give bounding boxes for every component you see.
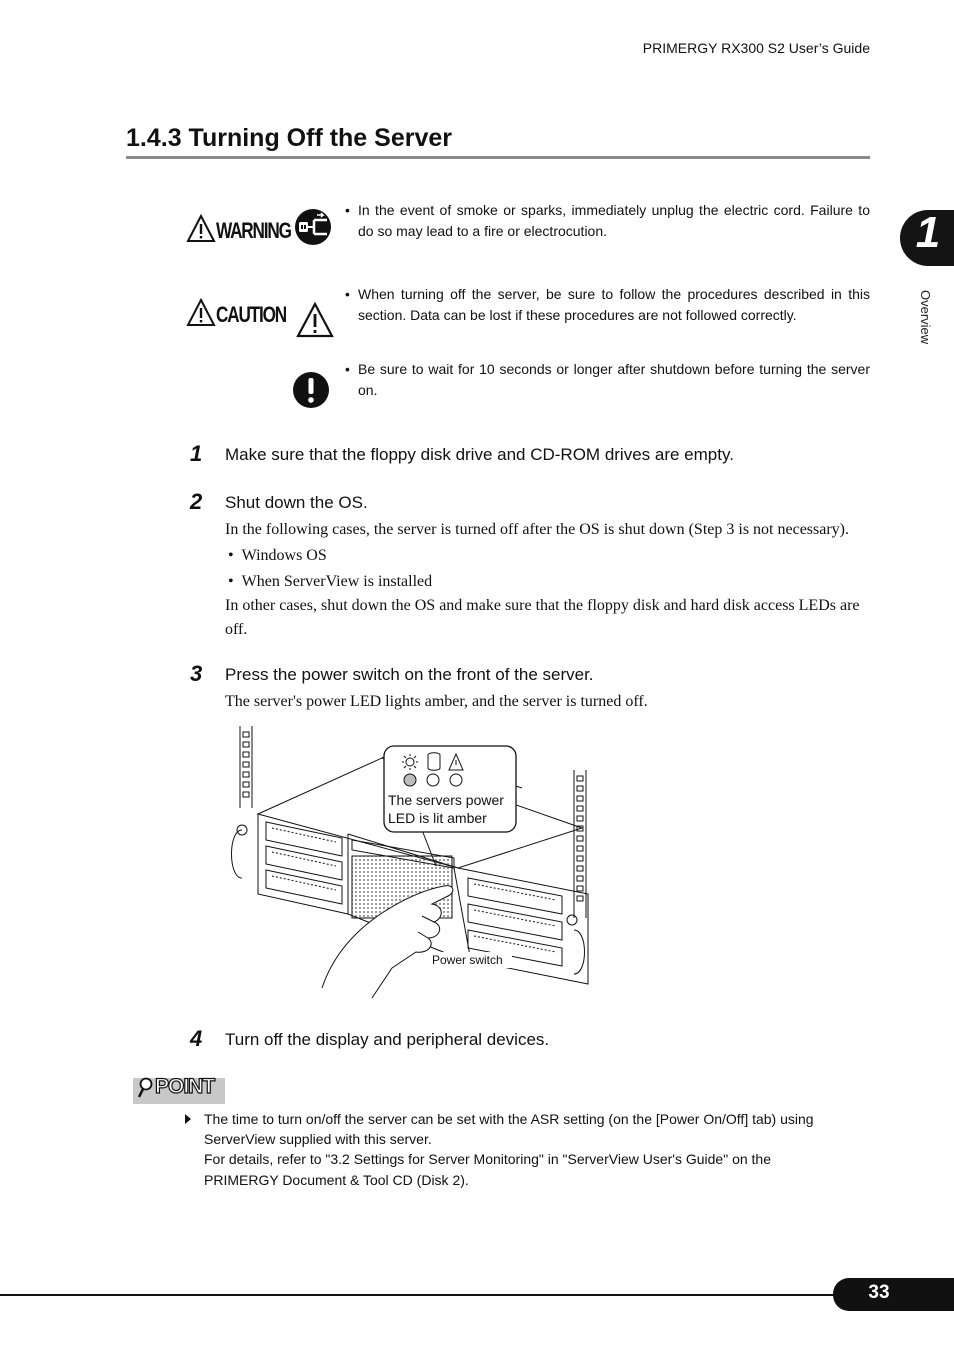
warning-label: WARNING	[216, 218, 291, 243]
step-4-heading: Turn off the display and peripheral devices.	[225, 1030, 550, 1049]
warning-text: In the event of smoke or sparks, immediately unplug the electric cord. Failure to do so may lead to a fire or electrocution.	[358, 202, 870, 239]
bullet-text: Windows OS	[241, 547, 327, 564]
bullet: •	[345, 202, 350, 218]
step-1-heading: Make sure that the floppy disk drive and CD-ROM drives are empty.	[225, 445, 734, 464]
section-title: 1.4.3 Turning Off the Server	[126, 124, 453, 152]
step-3-number: 3	[190, 661, 203, 686]
title-rule	[126, 156, 870, 159]
running-header: PRIMERGY RX300 S2 User’s Guide	[642, 40, 870, 56]
point-line-1: The time to turn on/off the server can be set with the ASR setting (on the [Power On/Off] tab) using	[204, 1111, 814, 1127]
magnifier-icon	[138, 1077, 154, 1099]
step-3-heading: Press the power switch on the front of the server.	[225, 665, 594, 684]
caution-icon	[296, 302, 334, 338]
caution-triangle-icon	[186, 298, 216, 328]
footer-rule	[0, 1294, 840, 1296]
step-2-paragraph-1: In the following cases, the server is turned off after the OS is shut down (Step 3 is not necessary).	[225, 521, 850, 538]
point-line-4: PRIMERGY Document & Tool CD (Disk 2).	[204, 1172, 469, 1188]
power-switch-label: Power switch	[432, 953, 503, 967]
arrow-bullet-icon	[184, 1113, 192, 1125]
chapter-number: 1	[915, 208, 941, 257]
point-line-2: ServerView supplied with this server.	[204, 1131, 432, 1147]
exclamation-icon	[292, 371, 330, 409]
page-number: 33	[868, 1282, 890, 1303]
step-3-paragraph: The server's power LED lights amber, and the server is turned off.	[225, 693, 648, 710]
callout-line-1: The servers power	[388, 792, 504, 808]
step-1-number: 1	[190, 441, 203, 466]
step-2-paragraph-2: In other cases, shut down the OS and make sure that the floppy disk and hard disk access LEDs are off.	[225, 597, 860, 638]
step-4-number: 4	[190, 1026, 203, 1051]
chapter-label	[915, 290, 945, 370]
point-label: POINT	[155, 1075, 215, 1098]
step-2-heading: Shut down the OS.	[225, 493, 368, 512]
warning-note	[345, 200, 870, 244]
caution-note-1	[345, 284, 870, 328]
caution-text-2: Be sure to wait for 10 seconds or longer after shutdown before turning the server on.	[358, 361, 870, 398]
caution-note-2	[345, 359, 870, 403]
caution-label: CAUTION	[216, 302, 286, 327]
bullet: •	[345, 361, 350, 377]
bullet-text: When ServerView is installed	[241, 573, 433, 590]
caution-badge	[186, 298, 286, 330]
step-2-bullet-1: • Windows OS	[228, 547, 327, 564]
warning-badge	[186, 214, 291, 246]
unplug-icon	[294, 208, 332, 246]
server-power-figure	[222, 718, 594, 1000]
chapter-label-text: Overview	[918, 290, 933, 345]
callout-line-2: LED is lit amber	[388, 810, 487, 826]
step-2-number: 2	[190, 489, 203, 514]
step-2-bullet-2: • When ServerView is installed	[228, 573, 433, 590]
left-rail-holes	[243, 732, 249, 797]
point-line-3: For details, refer to "3.2 Settings for Server Monitoring" in "ServerView User's Guide" on the	[204, 1151, 771, 1167]
warning-triangle-icon	[186, 214, 216, 244]
caution-text-1: When turning off the server, be sure to follow the procedures described in this section. Data can be lost if these procedures are not followed correctly.	[358, 286, 870, 323]
bullet: •	[345, 286, 350, 302]
